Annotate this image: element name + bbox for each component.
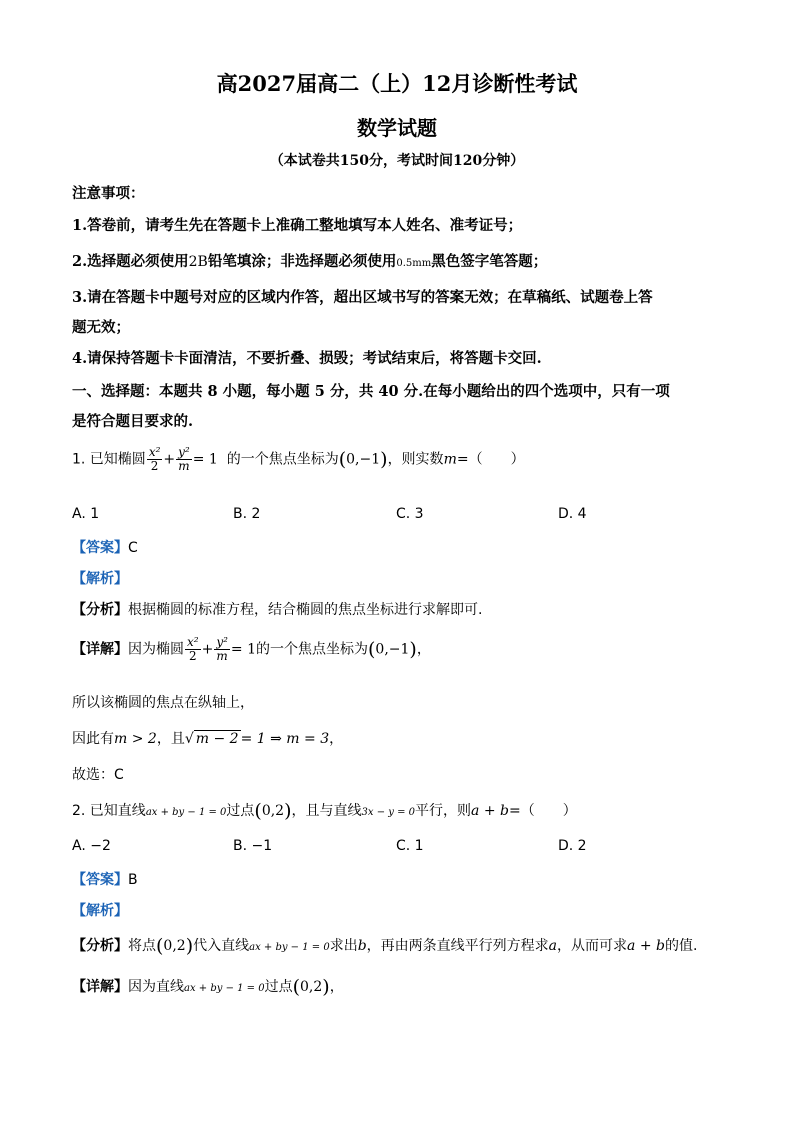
q2-answer: 【答案】B [72, 872, 138, 888]
q2-stem: 2. 已知直线ax + by − 1 = 0过点(0,2)，且与直线3x − y = 0平行，则a + b=（ ） [72, 800, 577, 822]
exam-info: （本试卷共150分，考试时间120分钟） [269, 153, 525, 169]
q1-option-d: D. 4 [558, 506, 587, 522]
q2-line-equation: ax + by − 1 = 0 [145, 807, 227, 818]
q1-stem: 1. 已知椭圆 $\frac{\text{x²}}{2}$ + $\frac{\text{y²}}{m}$ = 1 的一个焦点坐标为(0,−1)，则实数m=（ ） [72, 445, 525, 474]
q2-parallel-line: 3x − y = 0 [361, 807, 416, 818]
q1-detail-line-2: 所以该椭圆的焦点在纵轴上， [72, 695, 254, 711]
note-4: 4.请保持答题卡卡面清洁，不要折叠、损毁；考试结束后，将答题卡交回. [72, 350, 542, 367]
section-heading-line-1: 一、选择题：本题共 8 小题，每小题 5 分，共 40 分.在每小题给出的四个选项中，只有一项 [72, 383, 670, 400]
q1-detail: 【详解】因为椭圆 $\frac{\text{x²}}{2}$ + $\frac{\text{y²}}{m}$ = 1的一个焦点坐标为(0,−1)， [72, 635, 431, 664]
exam-subject: 数学试题 [357, 116, 437, 140]
q2-option-a: A. −2 [72, 838, 111, 854]
pencil-grade: 2B [188, 254, 208, 270]
q1-option-b: B. 2 [233, 506, 261, 522]
q2-option-d: D. 2 [558, 838, 587, 854]
note-3-line-1: 3.请在答题卡中题号对应的区域内作答，超出区域书写的答案无效；在草稿纸、试题卷上答 [72, 289, 653, 306]
pen-size: 0.5mm [396, 258, 432, 269]
q2-fenxi: 【分析】将点(0,2)代入直线ax + by − 1 = 0求出b，再由两条直线平行列方程求a，从而可求a + b的值. [72, 935, 698, 957]
q1-option-a: A. 1 [72, 506, 100, 522]
note-3-line-2: 题无效； [72, 319, 130, 336]
q1-fraction-x: $\frac{\text{x²}}{2}$ [148, 445, 161, 474]
exam-title: 高2027届高二（上）12月诊断性考试 [216, 71, 578, 96]
q1-focus-point: 0,−1 [346, 451, 381, 468]
q1-fraction-y: $\frac{\text{y²}}{m}$ [178, 445, 190, 474]
q2-analysis: 【解析】 [72, 903, 128, 919]
q1-option-c: C. 3 [396, 506, 424, 522]
q1-fenxi: 【分析】根据椭圆的标准方程，结合椭圆的焦点坐标进行求解即可. [72, 602, 483, 618]
q2-option-c: C. 1 [396, 838, 424, 854]
section-heading-line-2: 是符合题目要求的. [72, 413, 194, 430]
notes-heading: 注意事项： [72, 185, 145, 202]
q1-answer: 【答案】C [72, 540, 138, 556]
q1-analysis: 【解析】 [72, 571, 128, 587]
q1-detail-line-4: 故选：C [72, 767, 124, 783]
q2-option-b: B. −1 [233, 838, 273, 854]
q1-detail-line-3: 因此有m > 2，且√ m − 2 = 1 ⇒ m = 3， [72, 731, 344, 747]
note-1: 1.答卷前，请考生先在答题卡上准确工整地填写本人姓名、准考证号； [72, 217, 523, 234]
q2-detail: 【详解】因为直线ax + by − 1 = 0过点(0,2)， [72, 976, 344, 998]
note-2: 2.选择题必须使用2B铅笔填涂；非选择题必须使用0.5mm黑色签字笔答题； [72, 253, 548, 270]
